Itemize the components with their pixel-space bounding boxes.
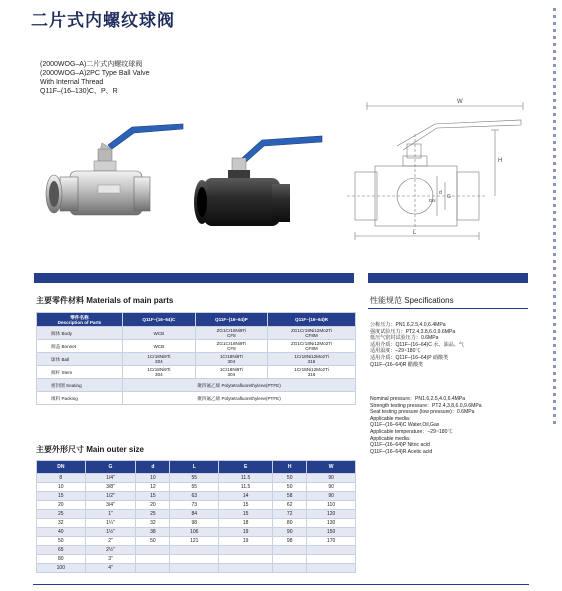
dim-label-dn: DN [429, 198, 436, 203]
dim-cell: 3" [85, 555, 136, 564]
dim-cell: 72 [273, 510, 307, 519]
dim-cell [170, 546, 219, 555]
part-name: 密封圈 Seating [37, 379, 123, 392]
table-row [37, 392, 356, 405]
dim-cell: 10 [136, 474, 170, 483]
bottom-rule [33, 584, 529, 585]
dim-cell: 98 [273, 537, 307, 546]
table-row [37, 510, 356, 519]
dim-cell: 90 [273, 528, 307, 537]
spec-line: 低压气密封试验压力：0.6MPa [370, 335, 439, 342]
material-cell: 1Cr18Ni12Mo2Ti 316 [267, 366, 355, 379]
material-cell: ZG1Cr18Ni9Ti CF8 [195, 327, 267, 340]
dim-label-w: W [457, 99, 463, 105]
dim-label-d: d [439, 190, 442, 196]
material-cell: 1Cr18Ni9Ti 304 [195, 366, 267, 379]
dim-cell: 106 [170, 528, 219, 537]
table-row [37, 564, 356, 573]
dim-cell: 15 [219, 510, 273, 519]
materials-heading: 主要零件材料 Materials of main parts [36, 296, 174, 305]
table-row [37, 546, 356, 555]
desc-line: Q11F–(16–130)C、P、R [40, 88, 118, 95]
dim-cell: 90 [307, 492, 356, 501]
dim-cell: 1½" [85, 528, 136, 537]
spec-line: 适用介质：Q11F–(16–64)P 硝酸类 [370, 354, 449, 361]
materials-col-header: 零件名称 Description of Parts [37, 313, 123, 327]
dim-cell: 63 [170, 492, 219, 501]
table-row [37, 353, 356, 366]
table-row [37, 501, 356, 510]
spec-line: Seat testing pressure (low pressure)：0.6MPa [370, 409, 475, 416]
material-cell: ZG1Cr18Ni12Mo2Ti CF8M [267, 327, 355, 340]
dim-cell: 121 [170, 537, 219, 546]
table-row [37, 537, 356, 546]
dim-cell: 15 [219, 501, 273, 510]
dim-label-l: L [413, 230, 417, 236]
dim-cell [219, 555, 273, 564]
dim-cell: 150 [307, 528, 356, 537]
dim-cell [273, 555, 307, 564]
dim-cell [307, 564, 356, 573]
dim-cell: 55 [170, 483, 219, 492]
dim-cell: 120 [307, 510, 356, 519]
dim-cell: 15 [37, 492, 86, 501]
dim-cell [219, 564, 273, 573]
dim-cell: 18 [219, 519, 273, 528]
dim-label-g: G [447, 194, 451, 200]
dim-cell [170, 555, 219, 564]
dim-cell: 10 [37, 483, 86, 492]
dim-cell: 3/8" [85, 483, 136, 492]
dim-cell [219, 546, 273, 555]
material-cell: ZG1Cr18Ni9Ti CF8 [195, 340, 267, 353]
dim-col-header: d [136, 461, 170, 474]
dim-cell: 1" [85, 510, 136, 519]
dimensions-heading: 主要外形尺寸 Main outer size [36, 445, 145, 454]
dim-cell: 58 [273, 492, 307, 501]
dim-cell [170, 564, 219, 573]
dim-cell: 90 [307, 483, 356, 492]
spec-divider [368, 308, 528, 309]
material-cell: 1Cr18Ni9Ti 304 [123, 366, 196, 379]
dim-col-header: L [170, 461, 219, 474]
table-row [37, 555, 356, 564]
dim-cell: 80 [37, 555, 86, 564]
dim-cell: 50 [37, 537, 86, 546]
dim-cell [136, 546, 170, 555]
dim-cell [307, 555, 356, 564]
table-row [37, 327, 356, 340]
spec-line: 适用介质：Q11F–(16–64)C 水、油品、气 [370, 341, 464, 348]
spec-line: Q11F–(16–64)P Nitric acid [370, 442, 430, 449]
material-cell: 聚四氟乙烯 Polytetrafluorethylene(PTFE) [123, 392, 356, 405]
spec-line: 适用温度：–29~180℃ [370, 348, 421, 355]
dim-cell: 14 [219, 492, 273, 501]
dim-cell: 50 [136, 537, 170, 546]
dim-cell: 19 [219, 528, 273, 537]
dim-cell: 38 [136, 528, 170, 537]
dim-cell: 170 [307, 537, 356, 546]
dim-cell [136, 564, 170, 573]
section-band-right [368, 273, 528, 283]
desc-line: (2000WOG–A)二片式内螺纹球阀 [40, 61, 143, 68]
table-row [37, 528, 356, 537]
technical-drawing [345, 90, 535, 245]
dim-col-header: DN [37, 461, 86, 474]
dim-cell: 90 [307, 474, 356, 483]
dim-cell [273, 564, 307, 573]
product-description [40, 60, 149, 96]
dim-col-header: E [219, 461, 273, 474]
part-name: 填料 Packing [37, 392, 123, 405]
desc-line: With Internal Thread [40, 79, 104, 86]
dim-cell: 12 [136, 483, 170, 492]
dim-cell [273, 546, 307, 555]
desc-line: (2000WOG–A)2PC Type Ball Valve [40, 70, 150, 77]
material-cell: 聚四氟乙烯 Polytetrafluorethylene(PTFE) [123, 379, 356, 392]
spec-line: Nominal pressure：PN1.6,2.5,4.0,6.4MPa [370, 396, 466, 402]
dim-col-header: G [85, 461, 136, 474]
dim-cell: 130 [307, 519, 356, 528]
material-cell: 1Cr18Ni12Mo2Ti 316 [267, 353, 355, 366]
carbon-steel-valve-image [190, 130, 340, 235]
table-row [37, 519, 356, 528]
dim-cell: 3/4" [85, 501, 136, 510]
spec-line: Applicable temperature：–29~180℃ [370, 428, 453, 435]
materials-col-header: Q11F–(16–64)C [123, 313, 196, 327]
dim-cell: 8 [37, 474, 86, 483]
dim-cell: 15 [136, 492, 170, 501]
dim-cell: 2½" [85, 546, 136, 555]
dim-cell: 50 [273, 483, 307, 492]
dim-cell: 40 [37, 528, 86, 537]
spec-line: Q11F–(16–64)C Water,Oil,Gas [370, 422, 440, 429]
material-cell: WCB [123, 327, 196, 340]
dim-cell: 84 [170, 510, 219, 519]
dim-cell: 55 [170, 474, 219, 483]
section-band-left [34, 273, 354, 283]
material-cell: 1Cr18Ni9Ti 304 [195, 353, 267, 366]
dim-cell: 19 [219, 537, 273, 546]
table-row [37, 379, 356, 392]
table-row [37, 340, 356, 353]
page-title: 二片式内螺纹球阀 [31, 11, 175, 30]
stainless-valve-image [40, 115, 190, 230]
dim-cell: 32 [136, 519, 170, 528]
spec-line: Strength testing pressure：PT2.4,3.8,6.0,9.6MPa [370, 402, 482, 409]
dim-cell: 1/2" [85, 492, 136, 501]
spec-line: 强度试验压力：PT2.4,3.8,6.0,9.6MPa [370, 328, 456, 335]
spec-line: Applicable media： [370, 435, 414, 442]
dim-cell: 2" [85, 537, 136, 546]
spec-cn [370, 322, 464, 368]
dim-label-h: H [498, 158, 503, 164]
material-cell: ZG1Cr18Ni12Mo2Ti CF8M [267, 340, 355, 353]
table-row [37, 474, 356, 483]
dim-cell [136, 555, 170, 564]
dim-cell: 65 [37, 546, 86, 555]
dim-cell: 110 [307, 501, 356, 510]
material-cell: 1Cr18Ni9Ti 304 [123, 353, 196, 366]
dim-col-header: W [307, 461, 356, 474]
decorative-dots [553, 8, 556, 424]
dim-cell: 25 [136, 510, 170, 519]
dim-cell [307, 546, 356, 555]
part-name: 阀体 Body [37, 327, 123, 340]
dim-cell: 73 [170, 501, 219, 510]
material-cell: WCB [123, 340, 196, 353]
dim-col-header: H [273, 461, 307, 474]
spec-line: 公称压力：PN1.6,2.5,4.0,6.4MPa [370, 322, 446, 328]
dim-cell: 25 [37, 510, 86, 519]
dim-cell: 1/4" [85, 474, 136, 483]
spec-line: Q11F–(16–64)R Acetic acid [370, 448, 433, 455]
part-name: 阀杆 Stem [37, 366, 123, 379]
table-row [37, 366, 356, 379]
spec-en [370, 396, 482, 455]
dim-cell: 50 [273, 474, 307, 483]
dimensions-table [36, 460, 356, 573]
specifications-heading: 性能规范 Specifications [370, 296, 454, 305]
dim-cell: 11.5 [219, 474, 273, 483]
spec-line: Q11F–(16–64)R 醋酸类 [370, 361, 424, 368]
materials-table [36, 312, 356, 405]
dim-cell: 100 [37, 564, 86, 573]
materials-col-header: Q11F–(16–64)R [267, 313, 355, 327]
dim-cell: 32 [37, 519, 86, 528]
spec-line: Applicable media： [370, 415, 414, 422]
dim-cell: 80 [273, 519, 307, 528]
dim-cell: 4" [85, 564, 136, 573]
table-row [37, 492, 356, 501]
dim-cell: 62 [273, 501, 307, 510]
dim-cell: 20 [37, 501, 86, 510]
dim-cell: 98 [170, 519, 219, 528]
dim-cell: 1¼" [85, 519, 136, 528]
dim-cell: 11.5 [219, 483, 273, 492]
materials-col-header: Q11F–(16–64)P [195, 313, 267, 327]
table-row [37, 483, 356, 492]
part-name: 球体 Ball [37, 353, 123, 366]
dim-cell: 20 [136, 501, 170, 510]
part-name: 阀盖 Bonnet [37, 340, 123, 353]
